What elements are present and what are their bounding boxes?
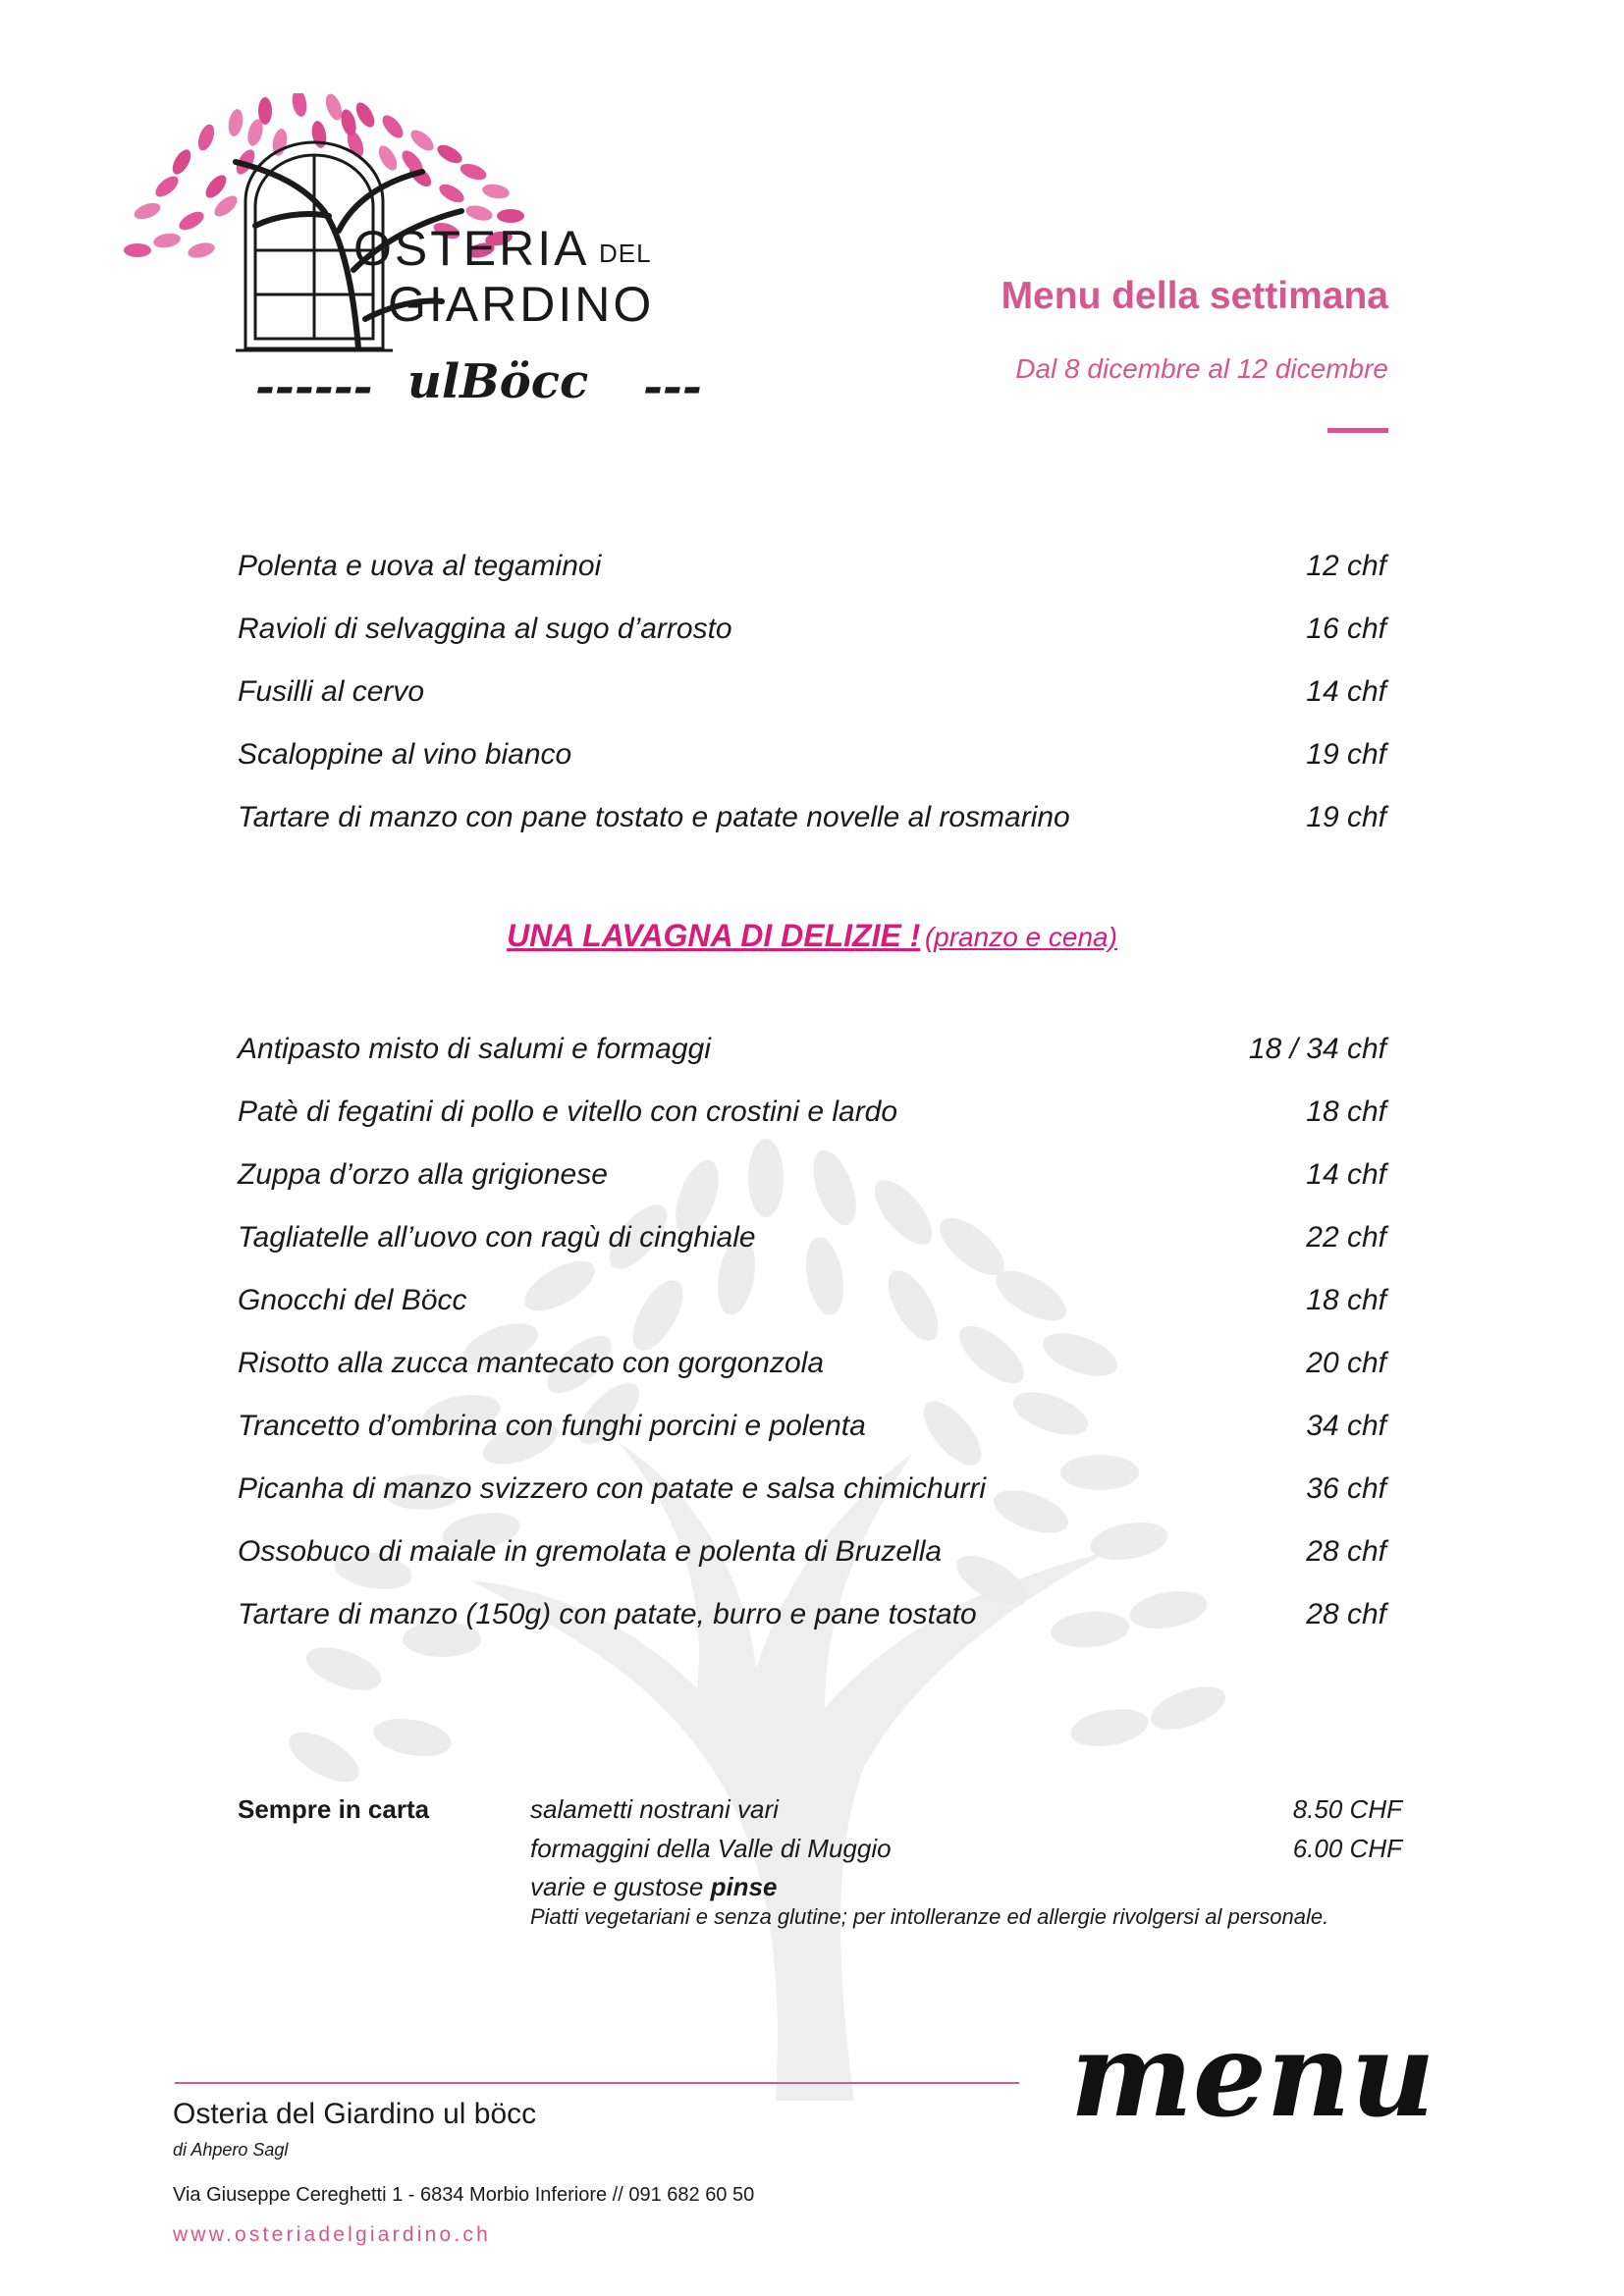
section-title-note: (pranzo e cena) <box>924 922 1117 952</box>
dish-price: 14 chf <box>1306 675 1386 708</box>
leaf-icon <box>458 161 488 184</box>
leaf-icon <box>310 120 329 149</box>
pinse-word: pinse <box>710 1872 778 1901</box>
leaf-icon <box>352 99 378 130</box>
dish-name: Tartare di manzo con pane tostato e patate novelle al rosmarino <box>238 801 1070 833</box>
dish-price: 19 chf <box>1306 801 1386 833</box>
dish-name: Gnocchi del Böcc <box>238 1284 467 1316</box>
dish-price: 34 chf <box>1306 1410 1386 1442</box>
leaf-icon <box>436 181 466 206</box>
leaf-icon <box>152 173 182 201</box>
dish-price: 18 / 34 chf <box>1248 1033 1386 1065</box>
dish-name: Polenta e uova al tegaminoi <box>238 550 602 582</box>
dish-price: 20 chf <box>1306 1347 1386 1379</box>
dish-row <box>238 1410 1386 1449</box>
allergy-note: Piatti vegetariani e senza glutine; per intolleranze ed allergie rivolgersi al personale. <box>530 1904 1329 1929</box>
leaf-icon <box>291 93 309 118</box>
footer-address: Via Giuseppe Cereghetti 1 - 6834 Morbio Inferiore // 091 682 60 50 <box>173 2184 755 2206</box>
brand-dashes-left: ------ <box>255 359 373 414</box>
brand-osteria: OSTERIA <box>353 221 590 276</box>
leaf-icon <box>202 172 231 201</box>
carta-pinse-line <box>530 1872 777 1902</box>
dish-price: 18 chf <box>1306 1284 1386 1316</box>
dish-row <box>238 613 1386 652</box>
restaurant-logo <box>108 93 736 417</box>
leaf-icon <box>434 141 464 167</box>
dish-row <box>238 1221 1386 1260</box>
dish-price: 28 chf <box>1306 1535 1386 1568</box>
footer-website: www.osteriadelgiardino.ch <box>173 2223 491 2246</box>
dish-price: 18 chf <box>1306 1095 1386 1128</box>
dish-name: Fusilli al cervo <box>238 675 425 708</box>
leaf-icon <box>375 142 401 173</box>
leaf-icon <box>152 232 182 250</box>
menu-script-word: menu <box>1070 2012 1435 2143</box>
leaf-icon <box>300 1638 386 1698</box>
leaf-icon <box>176 208 206 234</box>
dish-price: 19 chf <box>1306 738 1386 771</box>
brand-ul-bocc: ulBöcc <box>407 354 589 409</box>
leaf-icon <box>211 192 241 221</box>
leaf-icon <box>132 200 162 223</box>
dish-name: Zuppa d’orzo alla grigionese <box>238 1158 608 1191</box>
dish-name: Tartare di manzo (150g) con patate, burro e pane tostato <box>238 1598 977 1630</box>
dish-name: Antipasto misto di salumi e formaggi <box>238 1033 711 1065</box>
sempre-in-carta-label: Sempre in carta <box>238 1794 430 1824</box>
dish-row <box>238 1033 1386 1072</box>
dish-price: 14 chf <box>1306 1158 1386 1191</box>
dish-price: 36 chf <box>1306 1472 1386 1505</box>
brand-dashes-right: --- <box>643 359 702 414</box>
dish-row <box>238 801 1386 840</box>
dish-name: Ossobuco di maiale in gremolata e polenta di Bruzella <box>238 1535 943 1568</box>
carta-item-name: formaggini della Valle di Muggio <box>530 1834 892 1863</box>
dish-row <box>238 1598 1386 1637</box>
dish-name: Ravioli di selvaggina al sugo d’arrosto <box>238 613 732 645</box>
dish-name: Picanha di manzo svizzero con patate e salsa chimichurri <box>238 1472 987 1505</box>
leaf-icon <box>407 127 437 155</box>
carta-item-price: 6.00 CHF <box>1292 1834 1402 1863</box>
footer-company: di Ahpero Sagl <box>173 2140 289 2160</box>
dish-price: 12 chf <box>1306 550 1386 582</box>
title-accent-bar <box>1327 428 1388 433</box>
menu-title: Menu della settimana <box>1001 275 1388 317</box>
footer-restaurant-name: Osteria del Giardino ul böcc <box>173 2098 537 2130</box>
dish-price: 28 chf <box>1306 1598 1386 1630</box>
pinse-prefix: varie e gustose <box>530 1872 711 1901</box>
dish-row <box>238 1158 1386 1198</box>
dish-row <box>238 738 1386 777</box>
leaf-icon <box>281 1722 366 1791</box>
brand-del: DEL <box>599 239 652 268</box>
leaf-icon <box>379 112 407 141</box>
dish-row <box>238 1095 1386 1135</box>
dish-name: Scaloppine al vino bianco <box>238 738 572 771</box>
dish-price: 22 chf <box>1306 1221 1386 1254</box>
leaf-icon <box>481 183 511 201</box>
carta-item-price: 8.50 CHF <box>1292 1794 1402 1824</box>
leaf-icon <box>1145 1678 1230 1737</box>
dish-row <box>238 675 1386 715</box>
leaf-icon <box>370 1713 454 1761</box>
leaf-icon <box>124 243 151 257</box>
carta-item-name: salametti nostrani vari <box>530 1794 779 1824</box>
dish-row <box>238 1535 1386 1575</box>
dish-row <box>238 1284 1386 1323</box>
dish-row <box>238 550 1386 589</box>
dish-row <box>238 1347 1386 1386</box>
date-range: Dal 8 dicembre al 12 dicembre <box>1015 353 1388 384</box>
section-title <box>0 918 1624 954</box>
leaf-icon <box>195 122 218 152</box>
menu-script-logo <box>1065 2012 1468 2150</box>
section-title-main: UNA LAVAGNA DI DELIZIE ! <box>507 918 921 953</box>
footer-divider <box>175 2082 1019 2084</box>
leaf-icon <box>187 240 217 261</box>
leaf-icon <box>227 108 245 137</box>
dish-name: Trancetto d’ombrina con funghi porcini e polenta <box>238 1410 866 1442</box>
dish-name: Tagliatelle all’uovo con ragù di cinghiale <box>238 1221 756 1254</box>
dish-price: 16 chf <box>1306 613 1386 645</box>
brand-giardino: GIARDINO <box>388 277 655 332</box>
dish-name: Risotto alla zucca mantecato con gorgonzola <box>238 1347 825 1379</box>
dish-row <box>238 1472 1386 1512</box>
dish-name: Patè di fegatini di pollo e vitello con crostini e lardo <box>238 1095 898 1128</box>
leaf-icon <box>1067 1703 1151 1751</box>
leaf-icon <box>169 146 194 177</box>
